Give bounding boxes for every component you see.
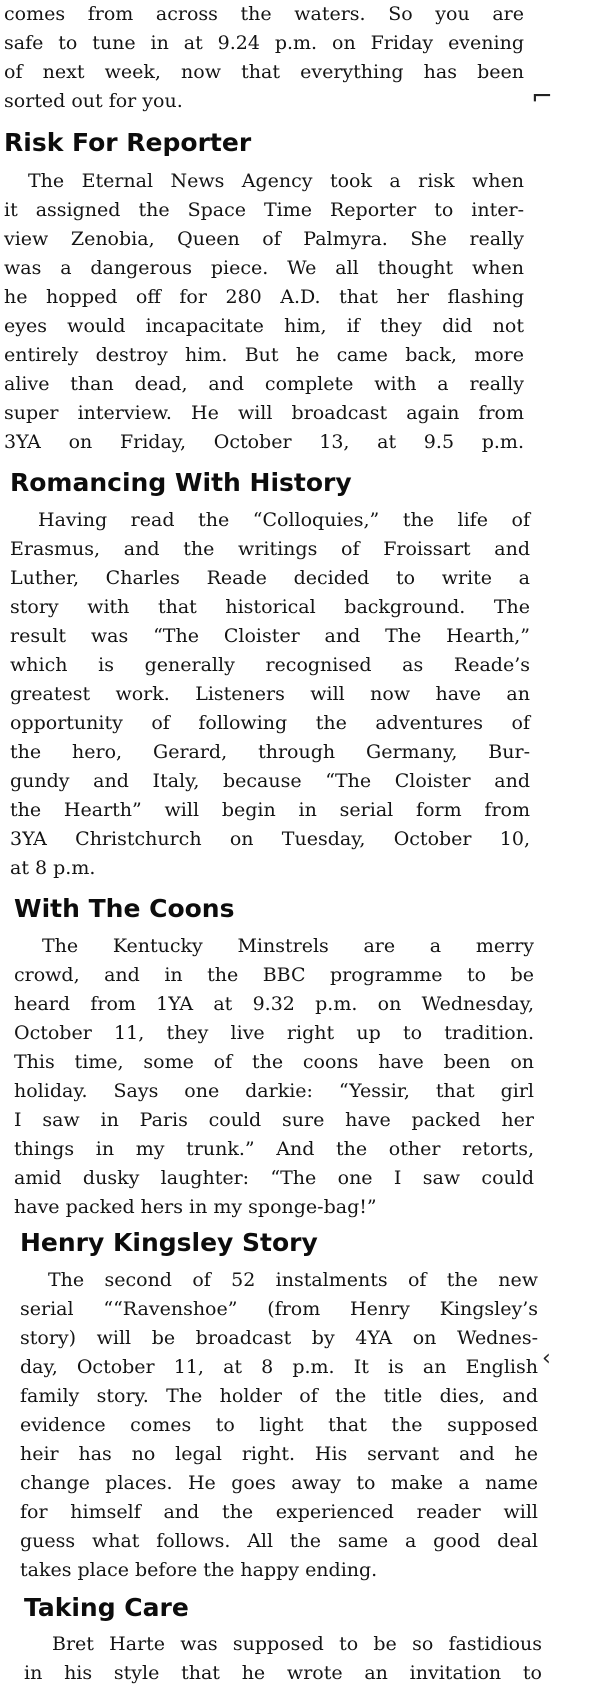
body-line: opportunity of following the adventures of [10, 712, 530, 734]
body-line: gundy and Italy, because “The Cloister and [10, 770, 530, 792]
body-line: super interview. He will broadcast again from [4, 402, 524, 424]
body-line: The Eternal News Agency took a risk when [28, 170, 524, 192]
body-line: 3YA Christchurch on Tuesday, October 10, [10, 828, 530, 850]
body-line: October 11, they live right up to tradition. [14, 1022, 534, 1044]
body-line: view Zenobia, Queen of Palmyra. She really [4, 228, 524, 250]
intro-line-3: of next week, now that everything has been [4, 61, 524, 83]
body-line: he hopped off for 280 A.D. that her flashing [4, 286, 524, 308]
body-line: holiday. Says one darkie: “Yessir, that girl [14, 1080, 534, 1102]
body-line: eyes would incapacitate him, if they did not [4, 315, 524, 337]
body-line: the Hearth” will begin in serial form from [10, 799, 530, 821]
stray-print-mark-1: ⌐ [531, 82, 553, 112]
intro-line-2: safe to tune in at 9.24 p.m. on Friday evening [4, 32, 524, 54]
intro-line-4: sorted out for you. [4, 90, 183, 112]
body-line: family story. The holder of the title dies, and [20, 1385, 538, 1407]
body-line: greatest work. Listeners will now have an [10, 683, 530, 705]
body-line: have packed hers in my sponge-bag!” [14, 1196, 377, 1218]
body-line: for himself and the experienced reader will [20, 1501, 538, 1523]
body-line: day, October 11, at 8 p.m. It is an English [20, 1356, 538, 1378]
body-line: The second of 52 instalments of the new [48, 1269, 538, 1291]
body-line: heir has no legal right. His servant and he [20, 1443, 538, 1465]
heading-henry-kingsley-story: Henry Kingsley Story [20, 1228, 318, 1257]
body-line: 3YA on Friday, October 13, at 9.5 p.m. [4, 431, 524, 453]
body-line: amid dusky laughter: “The one I saw could [14, 1167, 534, 1189]
body-line: alive than dead, and complete with a really [4, 373, 524, 395]
body-line: The Kentucky Minstrels are a merry [42, 935, 534, 957]
body-line: story) will be broadcast by 4YA on Wednes- [20, 1327, 538, 1349]
body-line: evidence comes to light that the supposed [20, 1414, 538, 1436]
body-line: at 8 p.m. [10, 857, 96, 879]
body-line: things in my trunk.” And the other retorts, [14, 1138, 534, 1160]
body-line: serial ““Ravenshoe” (from Henry Kingsley’s [20, 1298, 538, 1320]
body-line: was a dangerous piece. We all thought when [4, 257, 524, 279]
body-line: it assigned the Space Time Reporter to inter- [4, 199, 524, 221]
intro-line-1: comes from across the waters. So you are [4, 3, 524, 25]
body-line: Bret Harte was supposed to be so fastidious [52, 1633, 542, 1655]
body-line: result was “The Cloister and The Hearth,” [10, 625, 530, 647]
stray-print-mark-2: ‹ [542, 1346, 551, 1371]
body-line: change places. He goes away to make a name [20, 1472, 538, 1494]
body-line: guess what follows. All the same a good deal [20, 1530, 538, 1552]
body-line: Luther, Charles Reade decided to write a [10, 567, 530, 589]
body-line: which is generally recognised as Reade’s [10, 654, 530, 676]
body-line: takes place before the happy ending. [20, 1559, 378, 1581]
body-line: the hero, Gerard, through Germany, Bur- [10, 741, 530, 763]
body-line: This time, some of the coons have been on [14, 1051, 534, 1073]
heading-with-the-coons: With The Coons [14, 894, 235, 923]
body-line: story with that historical background. The [10, 596, 530, 618]
body-line: Having read the “Colloquies,” the life of [38, 509, 530, 531]
heading-romancing-with-history: Romancing With History [10, 468, 352, 497]
body-line: I saw in Paris could sure have packed her [14, 1109, 534, 1131]
heading-risk-for-reporter: Risk For Reporter [4, 128, 252, 157]
body-line: Erasmus, and the writings of Froissart and [10, 538, 530, 560]
body-line: heard from 1YA at 9.32 p.m. on Wednesday, [14, 993, 534, 1015]
heading-taking-care: Taking Care [24, 1593, 189, 1622]
body-line: crowd, and in the BBC programme to be [14, 964, 534, 986]
body-line: entirely destroy him. But he came back, more [4, 344, 524, 366]
body-line: in his style that he wrote an invitation to [24, 1662, 542, 1684]
